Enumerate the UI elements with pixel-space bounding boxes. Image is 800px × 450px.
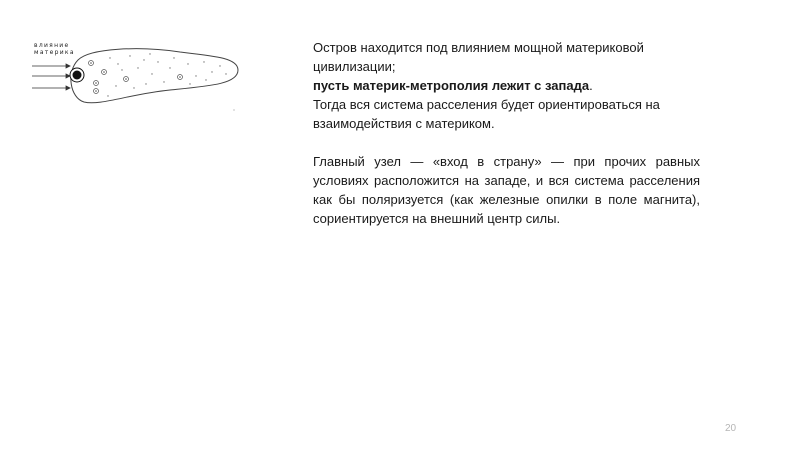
paragraph-1-line1: Остров находится под влиянием мощной материковой цивилизации; [313,40,644,74]
paragraph-1-line3: Тогда вся система расселения будет ориентироваться на взаимодействия с материком. [313,97,660,131]
page-number: 20 [725,423,737,434]
text-block [313,38,700,228]
paragraph-1 [313,38,700,133]
figure-caption-line2: материка [34,49,75,56]
paragraph-1-bold-line: пусть материк-метрополия лежит с запада [313,78,590,93]
paragraph-1-bold-line-end: . [589,78,593,93]
paragraph-2: Главный узел — «вход в страну» — при прочих равных условиях расположится на западе, и вся система расселения как бы поляризуется (как железные опилки в поле магнита), сориентируется на внешний центр силы. [313,154,700,226]
island-scheme-icon [30,40,250,120]
figure-caption-line1: влияние [34,42,70,49]
